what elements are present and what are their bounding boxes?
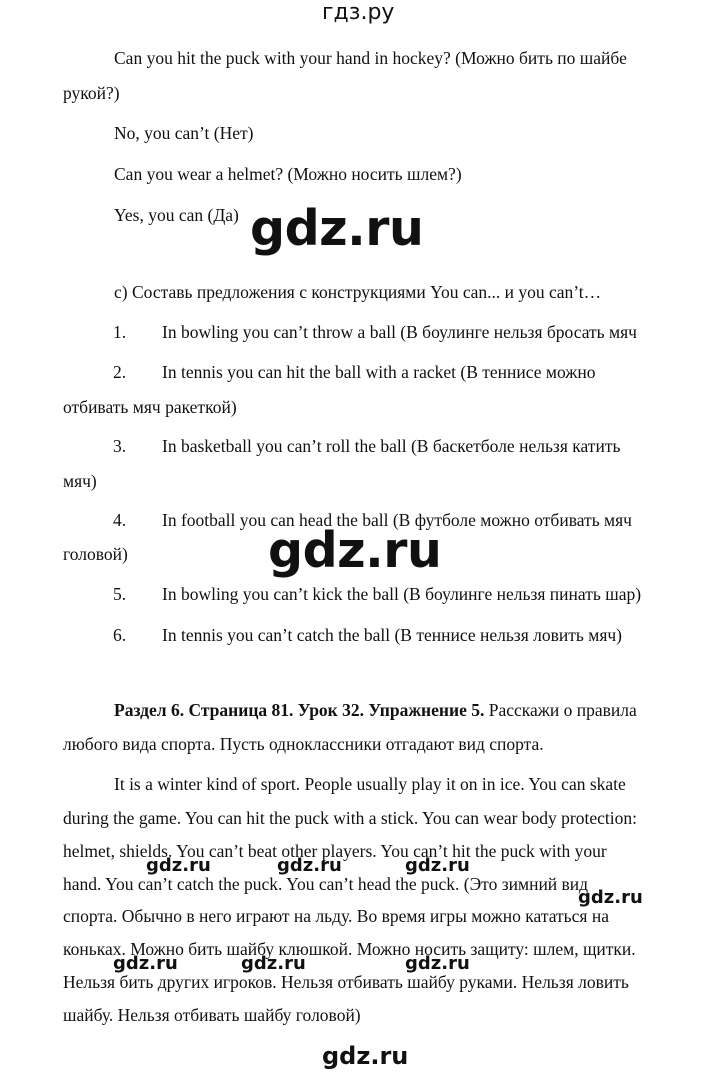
question-1-line-1: Can you hit the puck with your hand in hockey? (Можно бить по шайбе (114, 48, 627, 68)
paragraph-line-5: спорта. Обычно в него играют на льду. Во время игры можно кататься на (63, 906, 609, 926)
answer-1: No, you can’t (Нет) (114, 123, 254, 143)
watermark-small: gdz.ru (241, 953, 306, 974)
section-heading (0, 700, 720, 720)
question-1-line-2: рукой?) (63, 83, 120, 103)
section-heading-bold: Раздел 6. Страница 81. Урок 32. Упражнение 5. (114, 700, 485, 720)
paragraph-line-4: hand. You can’t catch the puck. You can’t head the puck. (Это зимний вид (63, 874, 589, 894)
item-number: 1. (113, 322, 127, 342)
paragraph-line-3: helmet, shields. You can’t beat other players. You can’t hit the puck with your (63, 841, 607, 861)
section-heading-rest: Расскажи о правила (484, 700, 637, 720)
section-heading-line-2: любого вида спорта. Пусть одноклассники отгадают вид спорта. (63, 734, 544, 754)
item-number: 3. (113, 436, 127, 456)
watermark-small: gdz.ru (277, 855, 342, 876)
item-continuation: головой) (63, 544, 128, 564)
item-text: In bowling you can’t throw a ball (В боулинге нельзя бросать мяч (162, 322, 637, 342)
item-continuation: мяч) (63, 471, 97, 491)
item-text: In tennis you can hit the ball with a racket (В теннисе можно (162, 362, 596, 382)
item-continuation: отбивать мяч ракеткой) (63, 397, 237, 417)
paragraph-line-2: during the game. You can hit the puck with a stick. You can wear body protection: (63, 808, 637, 828)
answer-2: Yes, you can (Да) (114, 205, 239, 225)
item-number: 2. (113, 362, 127, 382)
watermark-small: gdz.ru (405, 953, 470, 974)
item-text: In bowling you can’t kick the ball (В боулинге нельзя пинать шар) (162, 584, 642, 604)
item-text: In football you can head the ball (В футболе можно отбивать мяч (162, 510, 632, 530)
watermark-large-2: gdz.ru (268, 522, 442, 579)
watermark-small: gdz.ru (578, 887, 643, 908)
paragraph-line-8: шайбу. Нельзя отбивать шайбу головой) (63, 1005, 361, 1025)
watermark-small: gdz.ru (146, 855, 211, 876)
item-number: 6. (113, 625, 127, 645)
watermark-small: gdz.ru (405, 855, 470, 876)
paragraph-line-7: Нельзя бить других игроков. Нельзя отбивать шайбу руками. Нельзя ловить (63, 972, 629, 992)
paragraph-line-1: It is a winter kind of sport. People usually play it on in ice. You can skate (114, 774, 626, 794)
item-number: 4. (113, 510, 127, 530)
question-2: Can you wear a helmet? (Можно носить шлем?) (114, 164, 462, 184)
item-number: 5. (113, 584, 127, 604)
watermark-small: gdz.ru (113, 953, 178, 974)
watermark-large-1: gdz.ru (250, 200, 424, 257)
item-text: In basketball you can’t roll the ball (В баскетболе нельзя катить (162, 436, 621, 456)
site-header: гдз.ру (322, 0, 395, 25)
footer-watermark: gdz.ru (322, 1042, 409, 1070)
paragraph-line-6: коньках. Можно бить шайбу клюшкой. Можно носить защиту: шлем, щитки. (63, 939, 636, 959)
task-c-instruction: c) Составь предложения с конструкциями You can... и you can’t… (114, 282, 602, 302)
item-text: In tennis you can’t catch the ball (В теннисе нельзя ловить мяч) (162, 625, 623, 645)
